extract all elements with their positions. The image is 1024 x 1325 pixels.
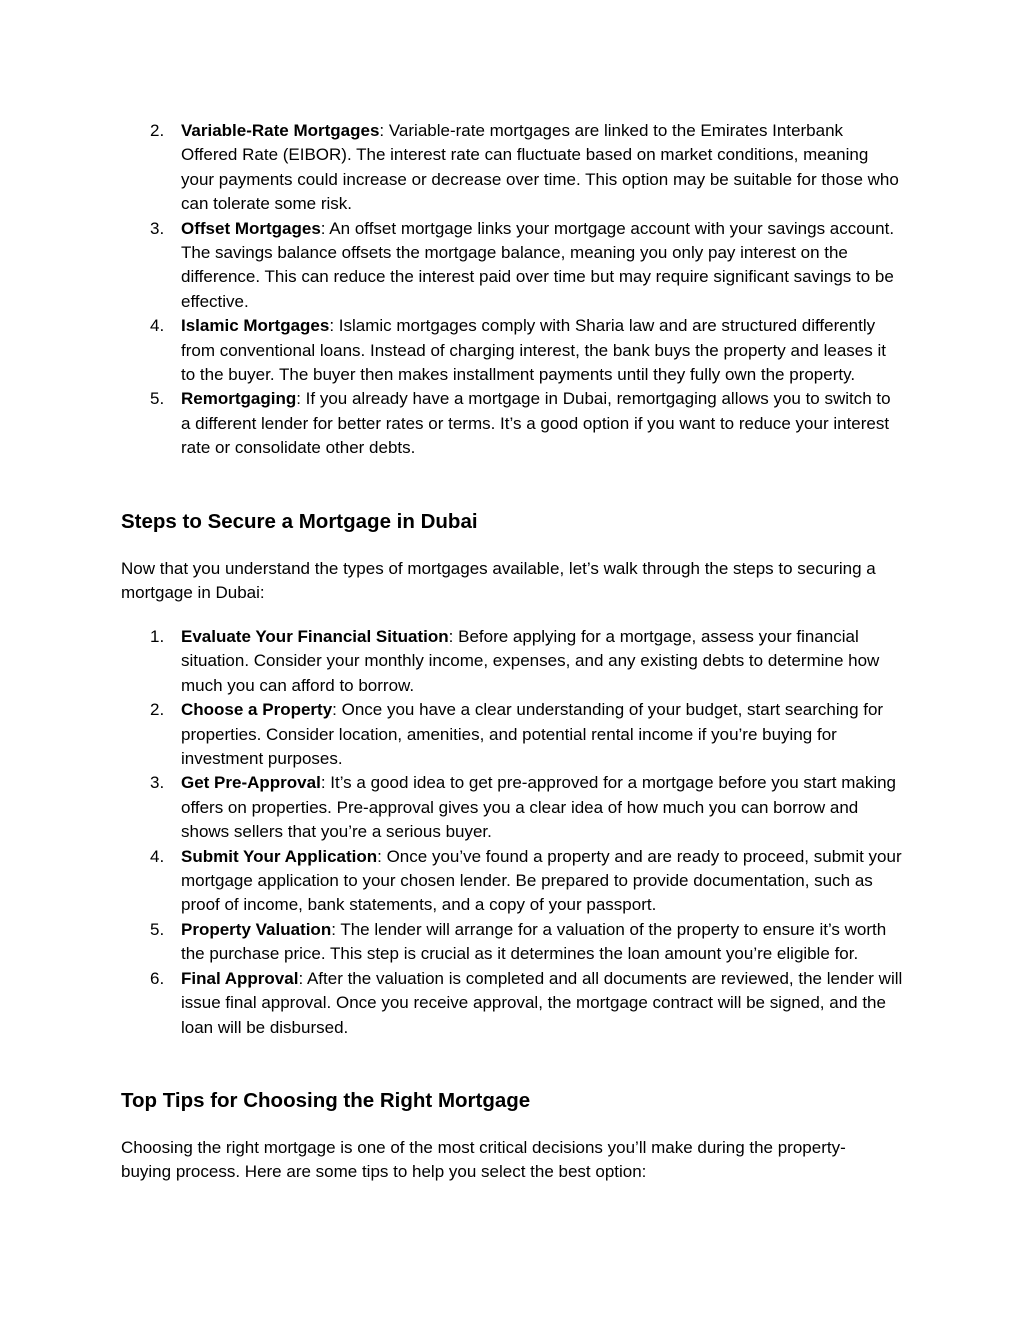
list-item (0, 698, 903, 771)
list-number: 6. (150, 968, 165, 988)
list-text: : Once you have a clear understanding of your budget, start searching for properties. Consider location, amenities, and potential rental income if you’re buying for investment purposes. (181, 700, 884, 769)
list-text: : Once you’ve found a property and are ready to proceed, submit your mortgage application to your chosen lender. Be prepared to provide documentation, such as proof of income, bank statements, and a copy of your passport. (181, 846, 902, 915)
list-term: Get Pre-Approval (181, 773, 321, 793)
list-term: Final Approval (181, 968, 299, 988)
section-heading-tips: Top Tips for Choosing the Right Mortgage (121, 1089, 531, 1112)
list-item (0, 119, 903, 217)
list-item (0, 771, 903, 844)
list-term: Evaluate Your Financial Situation (181, 627, 449, 646)
list-number: 2. (150, 121, 165, 140)
list-text: : An offset mortgage links your mortgage account with your savings account. The savings balance offsets the mortgage balance, meaning you only pay interest on the difference. This can reduce the interest paid over time but may require significant savings to be effective. (181, 218, 895, 311)
list-term: Choose a Property (181, 700, 333, 720)
list-item (0, 217, 903, 315)
list-term: Variable-Rate Mortgages (181, 121, 380, 140)
list-number: 1. (150, 627, 165, 646)
list-item (0, 967, 903, 1040)
list-text: : Variable-rate mortgages are linked to the Emirates Interbank Offered Rate (EIBOR). The interest rate can fluctuate based on market conditions, meaning your payments could increase or decrease over time. This option may be suitable for those who can tolerate some risk. (181, 121, 899, 214)
list-number: 2. (150, 700, 165, 720)
section-heading-steps: Steps to Secure a Mortgage in Dubai (121, 510, 478, 533)
list-text: : Before applying for a mortgage, assess your financial situation. Consider your monthly income, expenses, and any existing debts to determine how much you can afford to borrow. (181, 627, 880, 695)
list-number: 3. (150, 773, 165, 793)
list-item (0, 387, 903, 460)
list-text: : After the valuation is completed and all documents are reviewed, the lender will issue final approval. Once you receive approval, the mortgage contract will be signed, and the loan will be disbursed. (181, 968, 903, 1037)
list-number: 5. (150, 389, 165, 409)
mortgage-steps-list (0, 625, 903, 1040)
list-text: : It’s a good idea to get pre-approved for a mortgage before you start making offers on properties. Pre-approval gives you a clear idea of how much you can borrow and shows sellers that you’re a serious buyer. (181, 773, 897, 842)
list-term: Offset Mortgages (181, 218, 321, 238)
list-term: Remortgaging (181, 389, 297, 409)
list-text: : Islamic mortgages comply with Sharia law and are structured differently from conventional loans. Instead of charging interest, the bank buys the property and leases it to the buyer. The buyer then makes installment payments until they fully own the property. (181, 316, 886, 385)
section-intro-tips: Choosing the right mortgage is one of the most critical decisions you’ll make during the property-buying process. Here are some tips to help you select the best option: (121, 1138, 846, 1182)
list-item (0, 845, 903, 918)
list-item (0, 918, 903, 967)
list-item (0, 314, 903, 387)
list-number: 4. (150, 316, 165, 336)
list-number: 4. (150, 846, 165, 866)
mortgage-types-list (0, 119, 903, 461)
section-intro-steps: Now that you understand the types of mortgages available, let’s walk through the steps to securing a mortgage in Dubai: (121, 559, 876, 603)
list-term: Submit Your Application (181, 846, 378, 866)
list-number: 5. (150, 919, 165, 939)
list-term: Property Valuation (181, 919, 332, 939)
list-text: : The lender will arrange for a valuation of the property to ensure it’s worth the purchase price. This step is crucial as it determines the loan amount you’re eligible for. (181, 919, 887, 964)
list-text: : If you already have a mortgage in Dubai, remortgaging allows you to switch to a different lender for better rates or terms. It’s a good option if you want to reduce your interest rate or consolidate other debts. (181, 389, 891, 458)
list-term: Islamic Mortgages (181, 316, 330, 336)
list-number: 3. (150, 218, 165, 238)
list-item (0, 625, 903, 698)
